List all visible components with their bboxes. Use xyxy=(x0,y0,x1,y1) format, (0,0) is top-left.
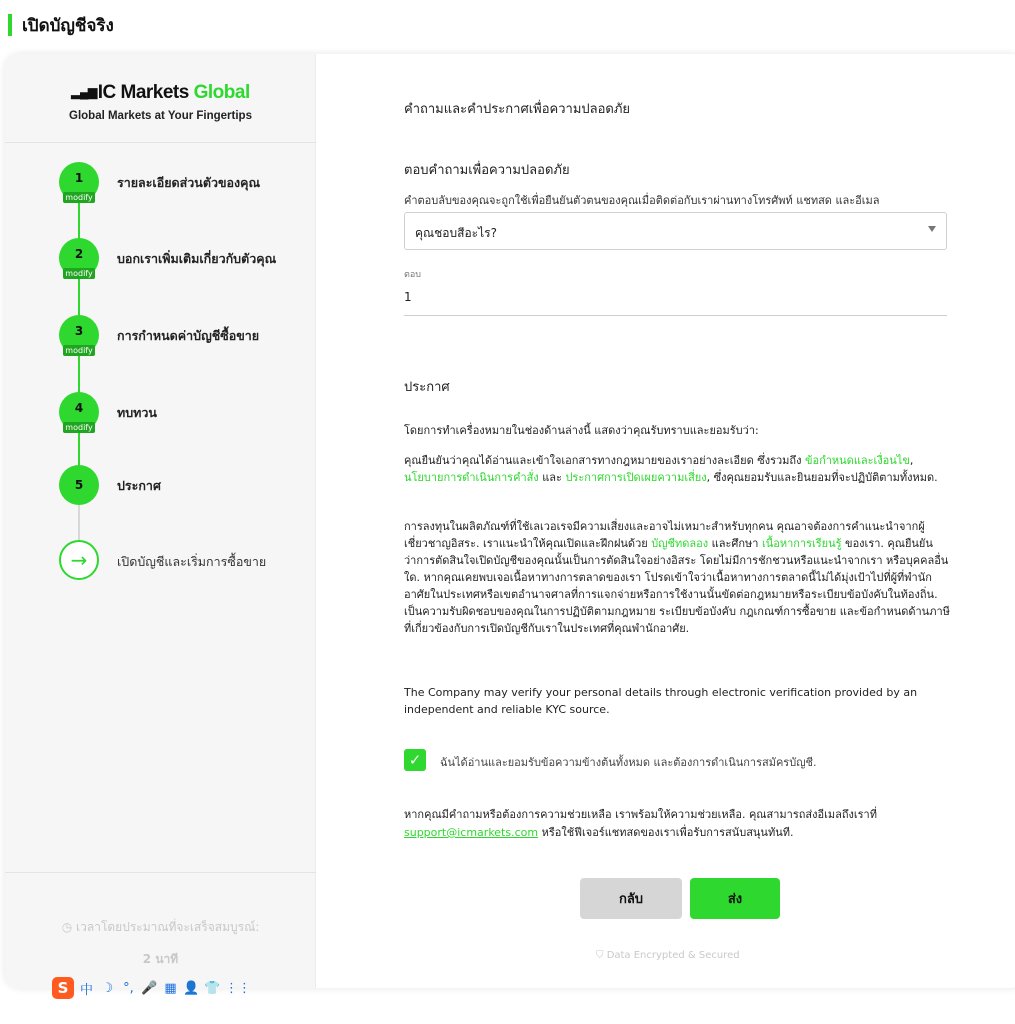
ime-toolbar[interactable] xyxy=(52,976,262,1000)
step-label: รายละเอียดส่วนตัวของคุณ xyxy=(117,175,261,190)
step-4[interactable] xyxy=(59,392,319,436)
declaration-title: ประกาศ xyxy=(404,380,450,395)
step-open-account xyxy=(59,540,319,584)
secured-note: ⛉ Data Encrypted & Secured xyxy=(596,950,740,961)
step-number: 1 xyxy=(59,162,99,202)
declaration-legal: คุณยืนยันว่าคุณได้อ่านและเข้าใจเอกสารทางกฎหมายของเราอย่างละเอียด ซึ่งรวมถึง ข้อกำหนดและเงื่อนไข, นโยบายการดำเนินการคำสั่ง และ ประกาศการเปิดเผยความเสี่ยง, ซึ่งคุณยอมรับและยินยอมที่จะปฏิบัติตามทั้งหมด. xyxy=(404,454,938,484)
keyboard-icon[interactable]: ▦ xyxy=(164,980,177,996)
divider xyxy=(5,142,316,143)
demo-account-link[interactable]: บัญชีทดลอง xyxy=(651,537,709,550)
declaration-intro: โดยการทำเครื่องหมายในช่องด้านล่างนี้ แสดงว่าคุณรับทราบและยอมรับว่า: xyxy=(404,424,759,437)
caret-down-icon xyxy=(928,226,936,232)
sidebar xyxy=(5,54,316,988)
education-link[interactable]: เนื้อหาการเรียนรู้ xyxy=(761,537,842,550)
step-label: การกำหนดค่าบัญชีซื้อขาย xyxy=(117,328,260,343)
step-number: 4 xyxy=(59,392,99,432)
modify-badge[interactable]: modify xyxy=(63,422,95,433)
clock-icon: ◷ xyxy=(61,920,77,934)
agree-label: ฉันได้อ่านและยอมรับข้อความข้างต้นทั้งหมด และต้องการดำเนินการสมัครบัญชี. xyxy=(440,756,817,769)
security-question-select[interactable] xyxy=(404,212,947,250)
checkbox-checked-icon[interactable]: ✓ xyxy=(404,749,426,771)
brand-logo: ▂▄▆IC Markets Global xyxy=(71,82,250,103)
main-content xyxy=(316,54,1015,988)
step-1[interactable] xyxy=(59,162,319,206)
support-email-link[interactable]: support@icmarkets.com xyxy=(404,826,539,839)
step-5 xyxy=(59,465,319,509)
skin-icon[interactable]: 👕 xyxy=(204,980,221,996)
agree-checkbox-row[interactable] xyxy=(404,749,964,771)
modify-badge[interactable]: modify xyxy=(63,192,95,203)
user-icon[interactable]: 👤 xyxy=(183,980,200,996)
eta-value: 2 นาที xyxy=(142,952,179,966)
grid-menu-icon[interactable]: ⋮⋮ xyxy=(225,980,251,996)
help-text: หากคุณมีคำถามหรือต้องการความช่วยเหลือ เราพร้อมให้ความช่วยเหลือ. คุณสามารถส่งอีเมลถึงเราที่ support@icmarkets.com หรือใช้ฟีเจอร์แชทสดของเราเพื่อรับการสนับสนุนทันที. xyxy=(404,808,877,839)
eta-label: ◷ เวลาโดยประมาณที่จะเสร็จสมบูรณ์: xyxy=(61,920,260,934)
header-accent-bar xyxy=(8,14,12,36)
order-execution-link[interactable]: นโยบายการดำเนินการคำสั่ง xyxy=(404,471,539,484)
declaration-risk: การลงทุนในผลิตภัณฑ์ที่ใช้เลเวอเรจมีความเสี่ยงและอาจไม่เหมาะสำหรับทุกคน คุณอาจต้องการคำแนะนำจากผู้เชี่ยวชาญอิสระ. เราแนะนำให้คุณเปิดและฝึกฝนด้วย บัญชีทดลอง และศึกษา เนื้อหาการเรียนรู้ ของเรา. คุณยืนยันว่าการตัดสินใจเปิดบัญชีของคุณนั้นเป็นการตัดสินใจอย่างอิสระ โดยไม่มีการชักชวนหรือแนะนำจากเรา หรือบุคคลอื่นใด. หากคุณเคยพบเจอเนื้อหาทางการตลาดของเรา โปรดเข้าใจว่าเนื้อหาทางการตลาดนี้ไม่ได้มุ่งเป้าไปที่ผู้ที่พำนักอาศัยในประเทศหรือเขตอำนาจศาลที่การแจกจ่ายหรือการใช้งานนั้นขัดต่อกฎหมายหรือระเบียบข้อบังคับในท้องถิ่น. เป็นความรับผิดชอบของคุณในการปฏิบัติตามกฎหมาย ระเบียบข้อบังคับ กฎเกณฑ์การซื้อขาย และข้อกำหนดด้านภาษีที่เกี่ยวข้องกับการเปิดบัญชีกับเราในประเทศที่คุณพำนักอาศัย. xyxy=(404,520,950,635)
brand-tagline: Global Markets at Your Fingertips xyxy=(69,110,252,122)
step-label: บอกเราเพิ่มเติมเกี่ยวกับตัวคุณ xyxy=(117,251,277,266)
step-label: ทบทวน xyxy=(117,405,157,420)
bars-icon: ▂▄▆ xyxy=(71,85,97,99)
answer-label: ตอบ xyxy=(404,270,421,280)
back-button[interactable]: กลับ xyxy=(580,878,682,919)
answer-input[interactable] xyxy=(404,284,947,316)
arrow-right-icon: → xyxy=(59,540,99,580)
step-number: 5 xyxy=(59,465,99,505)
step-number: 3 xyxy=(59,315,99,355)
step-3[interactable] xyxy=(59,315,319,359)
signup-card xyxy=(5,54,1015,988)
step-label: ประกาศ xyxy=(117,478,161,493)
divider xyxy=(5,872,316,873)
punctuation-icon[interactable]: °, xyxy=(123,980,134,996)
step-2[interactable] xyxy=(59,238,319,282)
risk-disclosure-link[interactable]: ประกาศการเปิดเผยความเสี่ยง xyxy=(565,471,707,484)
moon-icon[interactable]: ☽ xyxy=(101,980,114,996)
sogou-logo-icon[interactable]: S xyxy=(52,977,74,999)
security-subtitle: ตอบคำถามเพื่อความปลอดภัย xyxy=(404,163,570,178)
step-label: เปิดบัญชีและเริ่มการซื้อขาย xyxy=(117,554,267,569)
declaration-kyc: The Company may verify your personal details through electronic verification provided by an independent and reliable KYC source. xyxy=(404,686,918,716)
step-number: 2 xyxy=(59,238,99,278)
page-header xyxy=(0,0,1015,50)
chinese-mode-icon[interactable]: 中 xyxy=(79,982,93,998)
modify-badge[interactable]: modify xyxy=(63,345,95,356)
microphone-icon[interactable]: 🎤 xyxy=(141,980,158,996)
terms-link[interactable]: ข้อกำหนดและเงื่อนไข xyxy=(804,454,910,467)
submit-button[interactable]: ส่ง xyxy=(690,878,780,919)
security-hint: คำตอบลับของคุณจะถูกใช้เพื่อยืนยันตัวตนของคุณเมื่อติดต่อกับเราผ่านทางโทรศัพท์ แชทสด และอีเมล xyxy=(404,194,880,207)
shield-icon: ⛉ xyxy=(596,950,607,961)
selected-question: คุณชอบสีอะไร? xyxy=(415,226,497,240)
modify-badge[interactable]: modify xyxy=(63,268,95,279)
page-title: เปิดบัญชีจริง xyxy=(22,16,114,36)
section-title: คำถามและคำประกาศเพื่อความปลอดภัย xyxy=(404,102,631,117)
